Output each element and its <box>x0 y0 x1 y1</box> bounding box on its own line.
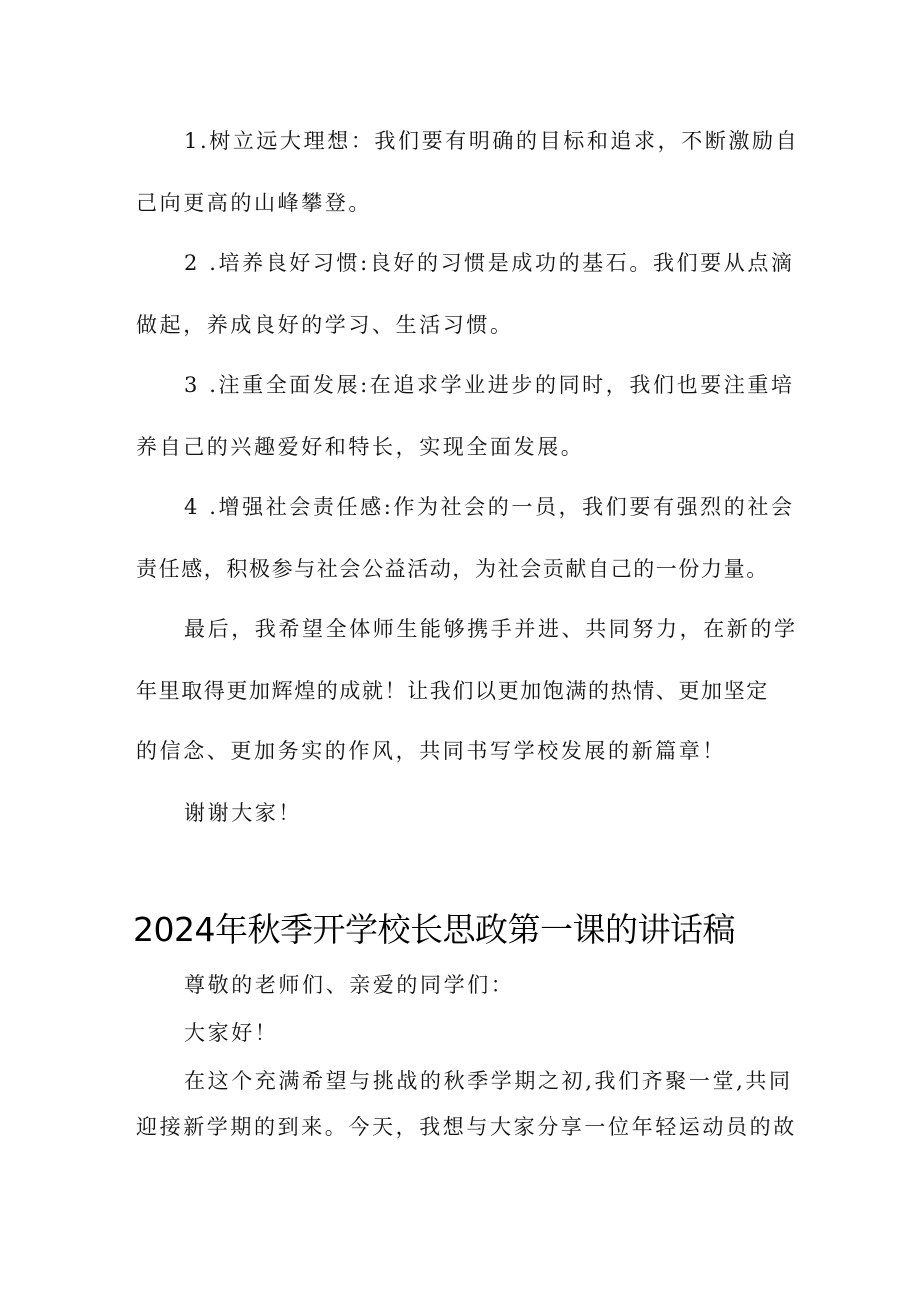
paragraph-line: 3 .注重全面发展:在追求学业进步的同时，我们也要注重培 <box>184 373 795 397</box>
paragraph-line: 做起，养成良好的学习、生活习惯。 <box>136 313 514 337</box>
paragraph-line: 谢谢大家！ <box>184 801 302 825</box>
paragraph-line: 养自己的兴趣爱好和特长，实现全面发展。 <box>136 435 585 459</box>
paragraph-line: 的信念、更加务实的作风，共同书写学校发展的新篇章！ <box>136 739 726 763</box>
paragraph-line: 己向更高的山峰攀登。 <box>136 191 372 215</box>
paragraph-line: 1.树立远大理想：我们要有明确的目标和追求，不断激励自 <box>184 129 800 153</box>
paragraph-line: 最后，我希望全体师生能够携手并进、共同努力，在新的学 <box>184 617 798 641</box>
paragraph-line: 迎接新学期的到来。今天，我想与大家分享一位年轻运动员的故 <box>136 1115 797 1139</box>
salutation-line: 尊敬的老师们、亲爱的同学们： <box>184 973 515 997</box>
paragraph-line: 责任感，积极参与社会公益活动，为社会贡献自己的一份力量。 <box>136 557 769 581</box>
paragraph-line: 2 .培养良好习惯:良好的习惯是成功的基石。我们要从点滴 <box>184 251 795 275</box>
greeting-line: 大家好！ <box>184 1021 279 1045</box>
paragraph-line: 在这个充满希望与挑战的秋季学期之初,我们齐聚一堂,共同 <box>184 1069 793 1093</box>
page-title: 2024年秋季开学校长思政第一课的讲话稿 <box>133 910 735 949</box>
paragraph-line: 4 .增强社会责任感:作为社会的一员，我们要有强烈的社会 <box>184 495 795 519</box>
paragraph-line: 年里取得更加辉煌的成就！让我们以更加饱满的热情、更加坚定 <box>136 679 769 703</box>
